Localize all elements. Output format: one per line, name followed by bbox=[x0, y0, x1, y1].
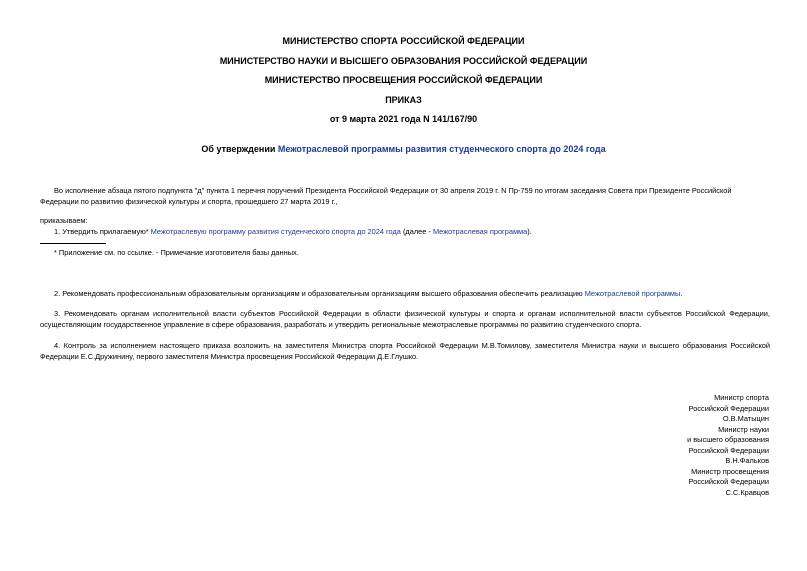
footnote: * Приложение см. по ссылке. - Примечание изготовителя базы данных. bbox=[54, 248, 299, 257]
item-4-paragraph: 4. Контроль за исполнением настоящего приказа возложить на заместителя Министра спорта Российской Федерации М.В.Томилову, заместителя Министра науки и высшего образования Российской Федерации Е.С.Дружинину, первого заместителя Министра просвещения Российской Федерации Д.Е.Глушко. bbox=[40, 341, 770, 361]
title-prefix: Об утверждении bbox=[201, 144, 278, 154]
signature-line: Министр спорта bbox=[714, 393, 769, 402]
signature-line: Министр науки bbox=[718, 424, 769, 434]
item-1-suffix: ). bbox=[527, 227, 532, 236]
signature-line: С.С.Кравцов bbox=[725, 487, 769, 497]
ministry-education-heading: МИНИСТЕРСТВО ПРОСВЕЩЕНИЯ РОССИЙСКОЙ ФЕДЕРАЦИИ bbox=[264, 75, 543, 85]
signature-line: и высшего образования bbox=[687, 435, 769, 444]
item-1-paragraph bbox=[40, 226, 770, 237]
footnote-divider bbox=[40, 243, 106, 244]
date-number-line: от 9 марта 2021 года N 141/167/90 bbox=[329, 114, 478, 124]
signature-line: Российской Федерации bbox=[688, 445, 769, 455]
item-1-prefix: 1. Утвердить прилагаемую* bbox=[54, 227, 151, 236]
signature-block bbox=[569, 392, 769, 497]
item-2-suffix: . bbox=[680, 289, 683, 298]
title-program-link[interactable]: Межотраслевой программы развития студенческого спорта до 2024 года bbox=[277, 144, 606, 154]
signature-line: Министр просвещения bbox=[691, 466, 769, 476]
item-2-paragraph bbox=[40, 288, 770, 299]
item-1-short-name-link[interactable]: Межотраслевая программа bbox=[432, 227, 528, 236]
preamble-paragraph: Во исполнение абзаца пятого подпункта "д" пункта 1 перечня поручений Президента Российской Федерации от 30 апреля 2019 г. N Пр-759 по итогам заседания Совета при Президенте Российской Федерации по развитию физической культуры и спорта, прошедшего 27 марта 2019 г., bbox=[40, 186, 732, 206]
item-3-paragraph: 3. Рекомендовать органам исполнительной власти субъектов Российской Федерации в области физической культуры и спорта и органам исполнительной власти субъектов Российской Федерации, осуществляющим государственное управление в сфере образования, разработать и утвердить региональные межотраслевые программы по развитию студенческого спорта. bbox=[40, 309, 770, 329]
signature-line: Российской Федерации bbox=[688, 403, 769, 413]
ministry-sport-heading: МИНИСТЕРСТВО СПОРТА РОССИЙСКОЙ ФЕДЕРАЦИИ bbox=[282, 36, 525, 46]
document-title bbox=[0, 144, 807, 155]
signature-line: Российской Федерации bbox=[688, 477, 769, 486]
order-word: приказываем: bbox=[40, 216, 88, 225]
signature-line: О.В.Матыцин bbox=[722, 414, 769, 423]
item-1-middle: (далее - bbox=[400, 227, 433, 236]
item-2-prefix: 2. Рекомендовать профессиональным образовательным организациям и образовательным организациям высшего образования обеспечить реализацию bbox=[54, 289, 585, 298]
item-2-program-link[interactable]: Межотраслевой программы bbox=[584, 289, 681, 298]
ministry-science-heading: МИНИСТЕРСТВО НАУКИ И ВЫСШЕГО ОБРАЗОВАНИЯ РОССИЙСКОЙ ФЕДЕРАЦИИ bbox=[219, 56, 588, 66]
item-1-program-link[interactable]: Межотраслевую программу развития студенческого спорта до 2024 года bbox=[150, 227, 401, 236]
doc-type-heading: ПРИКАЗ bbox=[385, 95, 422, 105]
signature-line: В.Н.Фальков bbox=[725, 456, 769, 465]
